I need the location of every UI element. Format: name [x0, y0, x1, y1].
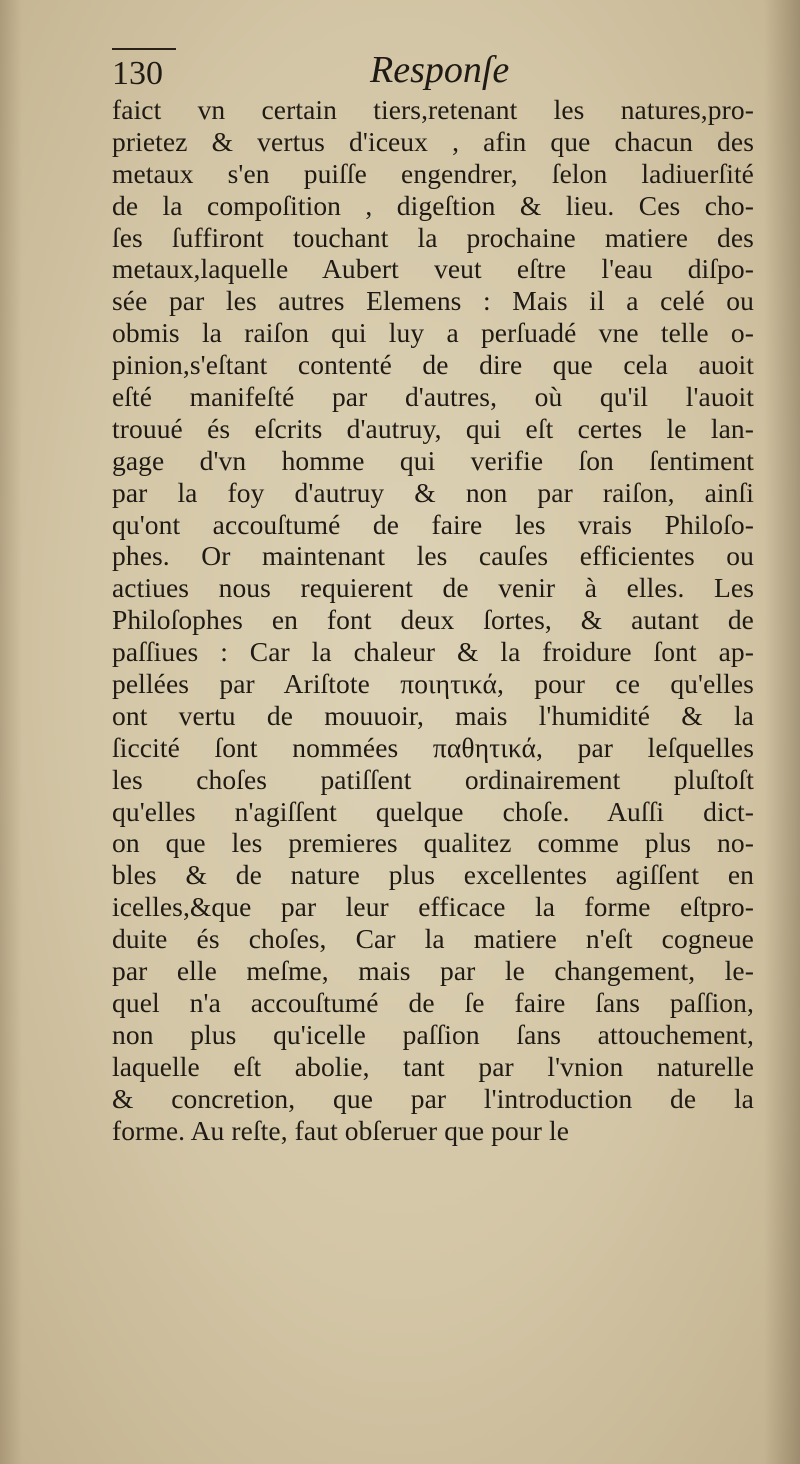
- text-line: & concretion, que par l'introduction de la: [112, 1082, 754, 1114]
- text-line: laquelle eſt abolie, tant par l'vnion naturelle: [112, 1050, 754, 1082]
- text-line: duite és choſes, Car la matiere n'eſt cogneue: [112, 923, 754, 955]
- text-line: icelles,&que par leur efficace la forme eſtpro-: [112, 891, 754, 923]
- right-page-edge: [764, 0, 800, 1464]
- text-line: bles & de nature plus excellentes agiſſent en: [112, 859, 754, 891]
- text-line: pellées par Ariſtote ποιητικά, pour ce qu'elles: [112, 668, 754, 700]
- text-line: eſté manifeſté par d'autres, où qu'il l'auoit: [112, 381, 754, 413]
- text-line: faict vn certain tiers,retenant les natures,pro-: [112, 94, 754, 125]
- text-line: pinion,s'eſtant contenté de dire que cela auoit: [112, 349, 754, 381]
- text-line: ſiccité ſont nommées παθητικά, par leſquelles: [112, 731, 754, 763]
- page-number: 130: [112, 55, 163, 92]
- text-line: qu'ont accouſtumé de faire les vrais Philoſo-: [112, 508, 754, 540]
- left-page-edge: [0, 0, 22, 1464]
- text-line: qu'elles n'agiſſent quelque choſe. Auſſi dict-: [112, 795, 754, 827]
- text-line: gage d'vn homme qui verifie ſon ſentiment: [112, 444, 754, 476]
- text-line: forme. Au reſte, faut obſeruer que pour le: [112, 1114, 570, 1146]
- text-line: Philoſophes en font deux ſortes, & autant de: [112, 604, 754, 636]
- text-line: les choſes patiſſent ordinairement pluſtoſt: [112, 763, 754, 795]
- text-line: par elle meſme, mais par le changement, le-: [112, 955, 754, 987]
- text-line: par la foy d'autruy & non par raiſon, ainſi: [112, 476, 754, 508]
- text-line: obmis la raiſon qui luy a perſuadé vne telle o-: [112, 317, 754, 349]
- text-line: ſes ſuffiront touchant la prochaine matiere des: [112, 221, 754, 253]
- text-line: trouué és eſcrits d'autruy, qui eſt certes le lan-: [112, 412, 754, 444]
- text-line: de la compoſition , digeſtion & lieu. Ces cho-: [112, 189, 754, 221]
- text-line: sée par les autres Elemens : Mais il a celé ou: [112, 285, 754, 317]
- text-line: phes. Or maintenant les cauſes efficientes ou: [112, 540, 754, 572]
- body-text: [112, 94, 754, 1146]
- page-number-rule: [112, 48, 176, 50]
- text-line: on que les premieres qualitez comme plus no-: [112, 827, 754, 859]
- page-header: [112, 44, 752, 94]
- text-line: paſſiues : Car la chaleur & la froidure ſont ap-: [112, 636, 754, 668]
- running-head: Responſe: [370, 49, 510, 91]
- text-line: prietez & vertus d'iceux , afin que chacun des: [112, 125, 754, 157]
- text-line: metaux s'en puiſſe engendrer, ſelon ladiuerſité: [112, 157, 754, 189]
- text-line: quel n'a accouſtumé de ſe faire ſans paſſion,: [112, 986, 754, 1018]
- text-line: actiues nous requierent de venir à elles. Les: [112, 572, 754, 604]
- text-line: metaux,laquelle Aubert veut eſtre l'eau diſpo-: [112, 253, 754, 285]
- text-line: non plus qu'icelle paſſion ſans attouchement,: [112, 1018, 754, 1050]
- text-line: ont vertu de mouuoir, mais l'humidité & la: [112, 699, 754, 731]
